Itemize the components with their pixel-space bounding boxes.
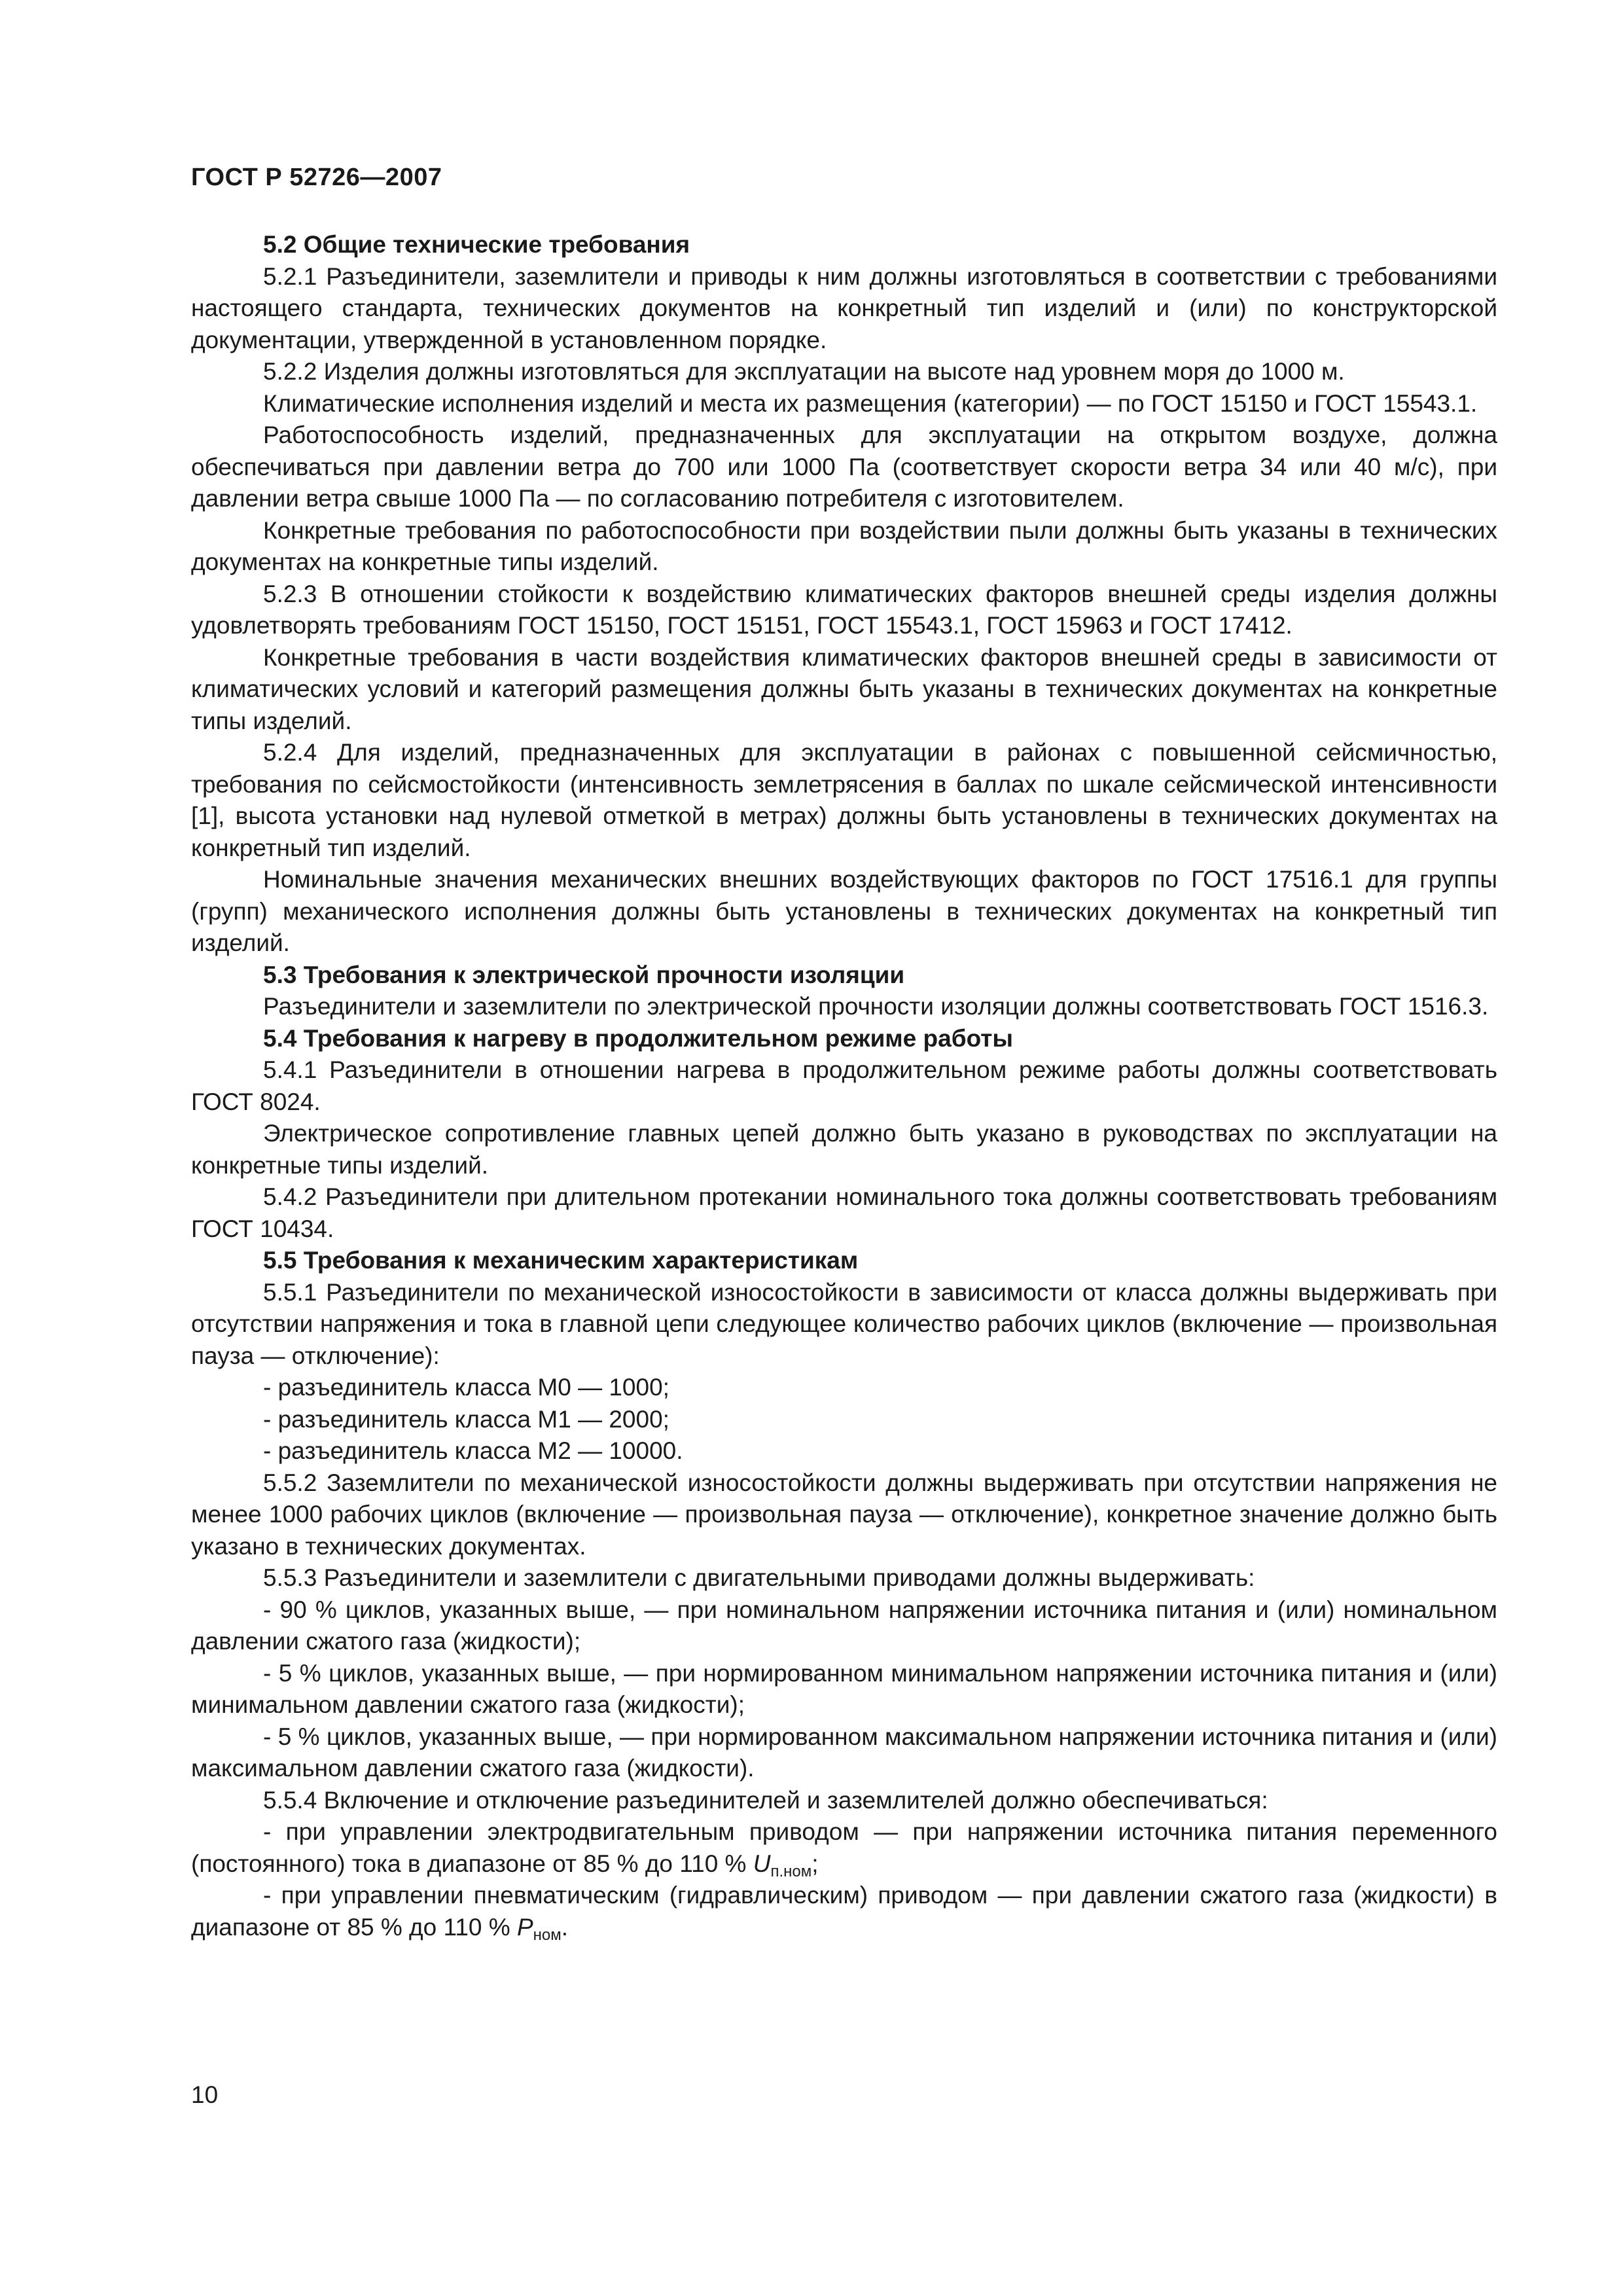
paragraph: Разъединители и заземлители по электрической прочности изоляции должны соответствовать ГОСТ 1516.3. <box>263 993 1489 1020</box>
list-item <box>191 1816 1497 1880</box>
section-heading: 5.4 Требования к нагреву в продолжительном режиме работы <box>263 1024 1013 1052</box>
list-item: - 5 % циклов, указанных выше, — при нормированном минимальном напряжении источника питания и (или) минимальном давлении сжатого газа (жидкости); <box>191 1659 1497 1718</box>
paragraph: Электрическое сопротивление главных цепей должно быть указано в руководствах по эксплуатации на конкретные типы изделий. <box>191 1120 1497 1179</box>
paragraph: 5.2.2 Изделия должны изготовляться для эксплуатации на высоте над уровнем моря до 1000 м. <box>263 358 1345 385</box>
section-heading: 5.2 Общие технические требования <box>263 231 690 258</box>
section-heading: 5.3 Требования к электрической прочности изоляции <box>263 961 905 988</box>
paragraph: 5.2.4 Для изделий, предназначенных для эксплуатации в районах с повышенной сейсмичностью, требования по сейсмостойкости (интенсивность землетрясения в баллах по шкале сейсмической интенсивности [1], высота установки над нулевой отметкой в метрах) должны быть установлены в технических документах на конкретный тип изделий. <box>191 739 1497 861</box>
list-item: - разъединитель класса М2 — 10000. <box>263 1437 683 1464</box>
list-item-end: . <box>561 1913 569 1941</box>
page-number: 10 <box>191 2081 219 2108</box>
paragraph: 5.4.2 Разъединители при длительном протекании номинального тока должны соответствовать требованиям ГОСТ 10434. <box>191 1183 1497 1242</box>
document-body <box>191 229 1497 1943</box>
paragraph: Конкретные требования по работоспособности при воздействии пыли должны быть указаны в технических документах на конкретные типы изделий. <box>191 516 1497 575</box>
paragraph: 5.5.4 Включение и отключение разъединителей и заземлителей должно обеспечиваться: <box>263 1786 1268 1814</box>
paragraph: 5.2.1 Разъединители, заземлители и приводы к ним должны изготовляться в соответствии с требованиями настоящего стандарта, технических документов на конкретный тип изделий и (или) по конструкторской документации, утвержденной в установленном порядке. <box>191 262 1497 353</box>
paragraph: Конкретные требования в части воздействия климатических факторов внешней среды в зависимости от климатических условий и категорий размещения должны быть указаны в технических документах на конкретные типы изделий. <box>191 643 1497 734</box>
list-item: - 5 % циклов, указанных выше, — при нормированном максимальном напряжении источника питания и (или) максимальном давлении сжатого газа (жидкости). <box>191 1723 1497 1782</box>
document-header: ГОСТ Р 52726—2007 <box>191 164 442 191</box>
list-item: - разъединитель класса М1 — 2000; <box>263 1405 669 1433</box>
list-item <box>191 1880 1497 1943</box>
paragraph: 5.2.3 В отношении стойкости к воздействию климатических факторов внешней среды изделия должны удовлетворять требованиям ГОСТ 15150, ГОСТ 15151, ГОСТ 15543.1, ГОСТ 15963 и ГОСТ 17412. <box>191 580 1497 639</box>
voltage-symbol: U <box>753 1850 771 1877</box>
list-item-text: - при управлении электродвигательным приводом — при напряжении источника питания переменного (постоянного) тока в диапазоне от 85 % до 110 % <box>191 1818 1497 1877</box>
paragraph: Климатические исполнения изделий и места их размещения (категории) — по ГОСТ 15150 и ГОСТ 15543.1. <box>263 389 1478 417</box>
paragraph: 5.5.2 Заземлители по механической износостойкости должны выдерживать при отсутствии напряжения не менее 1000 рабочих циклов (включение — произвольная пауза — отключение), конкретное значение должно быть указано в технических документах. <box>191 1469 1497 1560</box>
paragraph: Работоспособность изделий, предназначенных для эксплуатации на открытом воздухе, должна обеспечиваться при давлении ветра до 700 или 1000 Па (соответствует скорости ветра 34 или 40 м/с), при давлении ветра свыше 1000 Па — по согласованию потребителя с изготовителем. <box>191 422 1497 512</box>
paragraph: Номинальные значения механических внешних воздействующих факторов по ГОСТ 17516.1 для группы (групп) механического исполнения должны быть установлены в технических документах на конкретный тип изделий. <box>191 866 1497 956</box>
paragraph: 5.5.1 Разъединители по механической износостойкости в зависимости от класса должны выдерживать при отсутствии напряжения и тока в главной цепи следующее количество рабочих циклов (включение — произвольная пауза — отключение): <box>191 1278 1497 1369</box>
paragraph: 5.4.1 Разъединители в отношении нагрева в продолжительном режиме работы должны соответствовать ГОСТ 8024. <box>191 1056 1497 1115</box>
pressure-subscript: ном <box>533 1926 562 1944</box>
list-item: - 90 % циклов, указанных выше, — при номинальном напряжении источника питания и (или) номинальном давлении сжатого газа (жидкости); <box>191 1596 1497 1655</box>
voltage-subscript: п.ном <box>770 1862 812 1880</box>
section-heading: 5.5 Требования к механическим характеристикам <box>263 1247 859 1274</box>
list-item: - разъединитель класса М0 — 1000; <box>263 1374 669 1401</box>
paragraph: 5.5.3 Разъединители и заземлители с двигательными приводами должны выдерживать: <box>263 1564 1255 1591</box>
list-item-text: - при управлении пневматическим (гидравлическим) приводом — при давлении сжатого газа (жидкости) в диапазоне от 85 % до 110 % <box>191 1882 1497 1941</box>
list-item-end: ; <box>812 1850 819 1877</box>
pressure-symbol: P <box>516 1913 533 1941</box>
